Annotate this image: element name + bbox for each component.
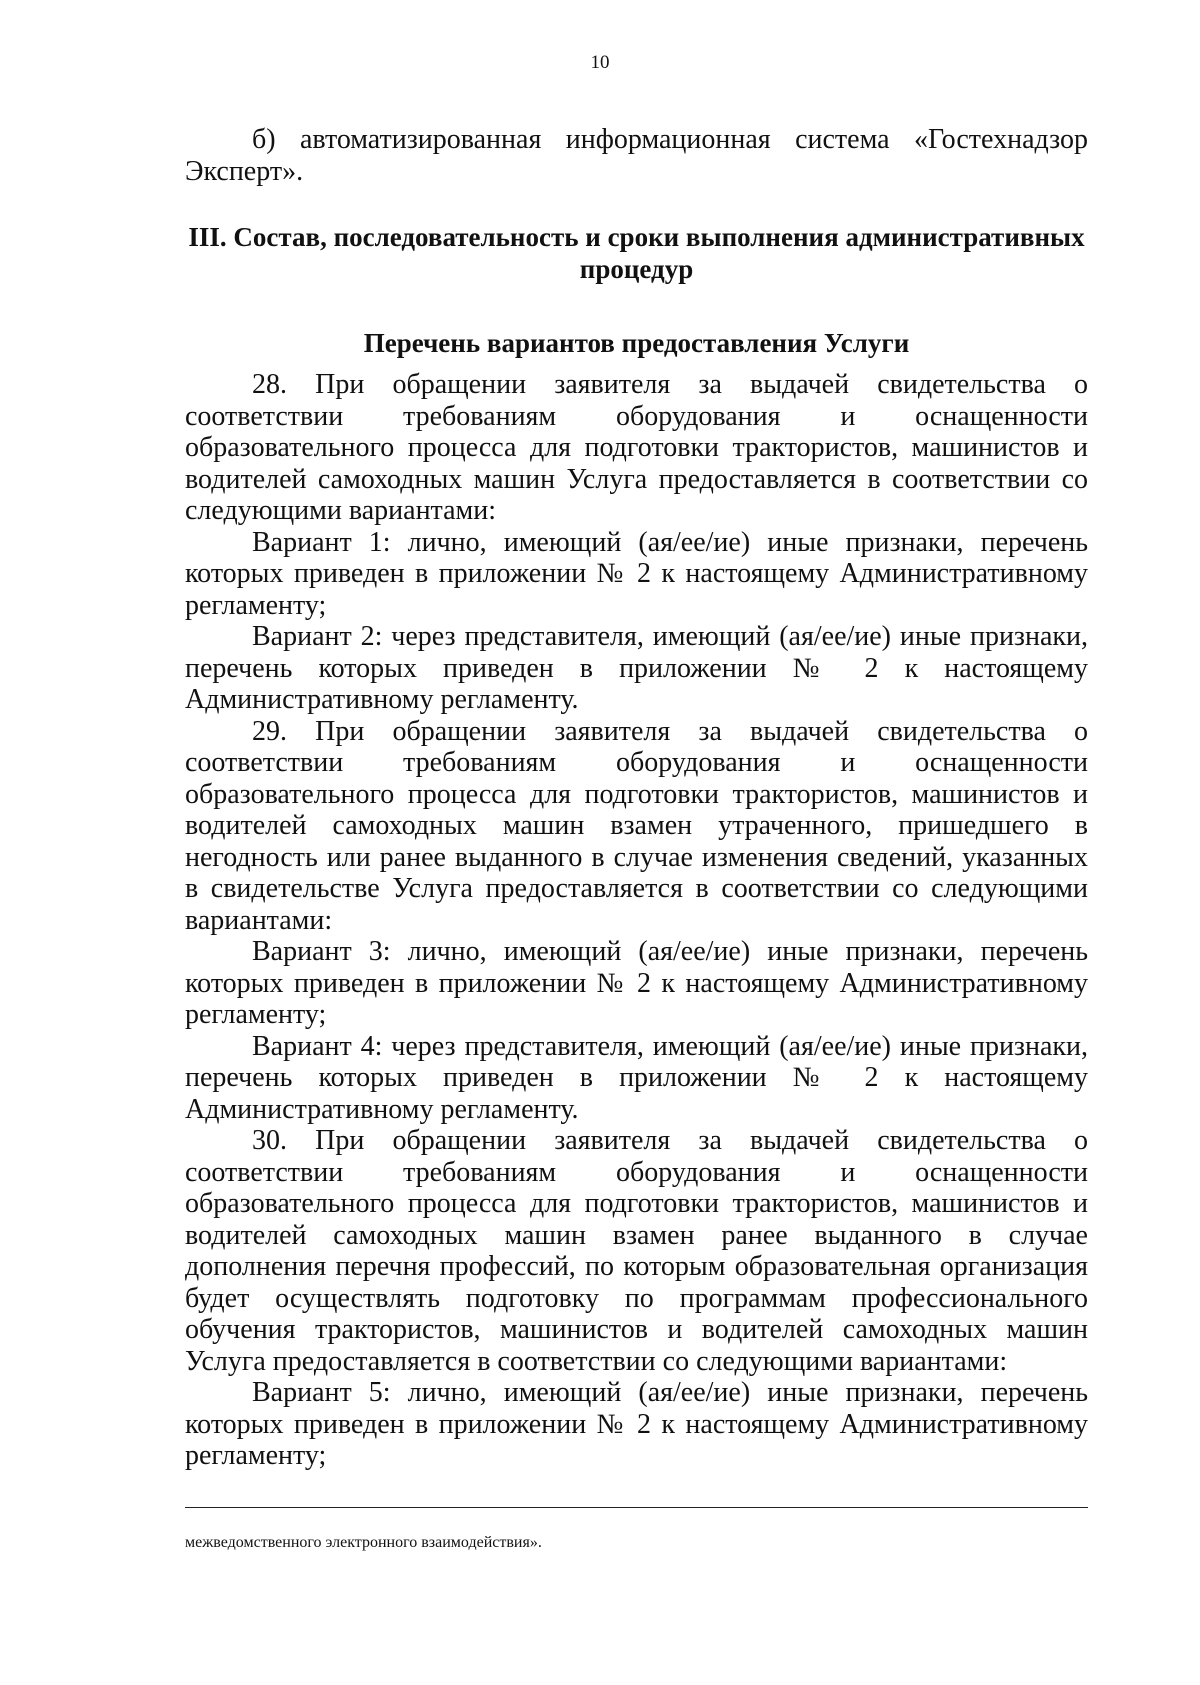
variant-3: Вариант 3: лично, имеющий (ая/ее/ие) иные признаки, перечень которых приведен в приложении № 2 к настоящему Административному регламенту;	[185, 936, 1088, 1030]
paragraph-30: 30. При обращении заявителя за выдачей свидетельства о соответствии требованиям оборудования и оснащенности образовательного процесса для подготовки трактористов, машинистов и водителей самоходных машин взамен ранее выданного в случае дополнения перечня профессий, по которым образовательная организация будет осуществлять подготовку по программам профессионального обучения трактористов, машинистов и водителей самоходных машин Услуга предоставляется в соответствии со следующими вариантами:	[185, 1125, 1088, 1377]
footnote-divider	[185, 1507, 1088, 1508]
section-heading: III. Состав, последовательность и сроки выполнения административных процедур	[188, 222, 1085, 284]
paragraph-29: 29. При обращении заявителя за выдачей свидетельства о соответствии требованиям оборудования и оснащенности образовательного процесса для подготовки трактористов, машинистов и водителей самоходных машин взамен утраченного, пришедшего в негодность или ранее выданного в случае изменения сведений, указанных в свидетельстве Услуга предоставляется в соответствии со следующими вариантами:	[185, 715, 1088, 936]
variant-1: Вариант 1: лично, имеющий (ая/ее/ие) иные признаки, перечень которых приведен в приложении № 2 к настоящему Административному регламенту;	[185, 526, 1088, 621]
page-number: 10	[590, 52, 610, 73]
variant-2: Вариант 2: через представителя, имеющий (ая/ее/ие) иные признаки, перечень которых приведен в приложении № 2 к настоящему Административному регламенту.	[185, 621, 1088, 715]
paragraph-28: 28. При обращении заявителя за выдачей свидетельства о соответствии требованиям оборудования и оснащенности образовательного процесса для подготовки трактористов, машинистов и водителей самоходных машин Услуга предоставляется в соответствии со следующими вариантами:	[185, 369, 1088, 526]
variant-5: Вариант 5: лично, имеющий (ая/ее/ие) иные признаки, перечень которых приведен в приложении № 2 к настоящему Административному регламенту;	[185, 1377, 1088, 1471]
variant-4: Вариант 4: через представителя, имеющий (ая/ее/ие) иные признаки, перечень которых приведен в приложении № 2 к настоящему Административному регламенту.	[185, 1030, 1088, 1125]
subsection-heading: Перечень вариантов предоставления Услуги	[363, 328, 910, 358]
document-body	[185, 124, 1088, 1472]
footnote-text: межведомственного электронного взаимодействия».	[185, 1534, 542, 1551]
intro-paragraph: б) автоматизированная информационная система «Гостехнадзор Эксперт».	[185, 124, 1088, 187]
